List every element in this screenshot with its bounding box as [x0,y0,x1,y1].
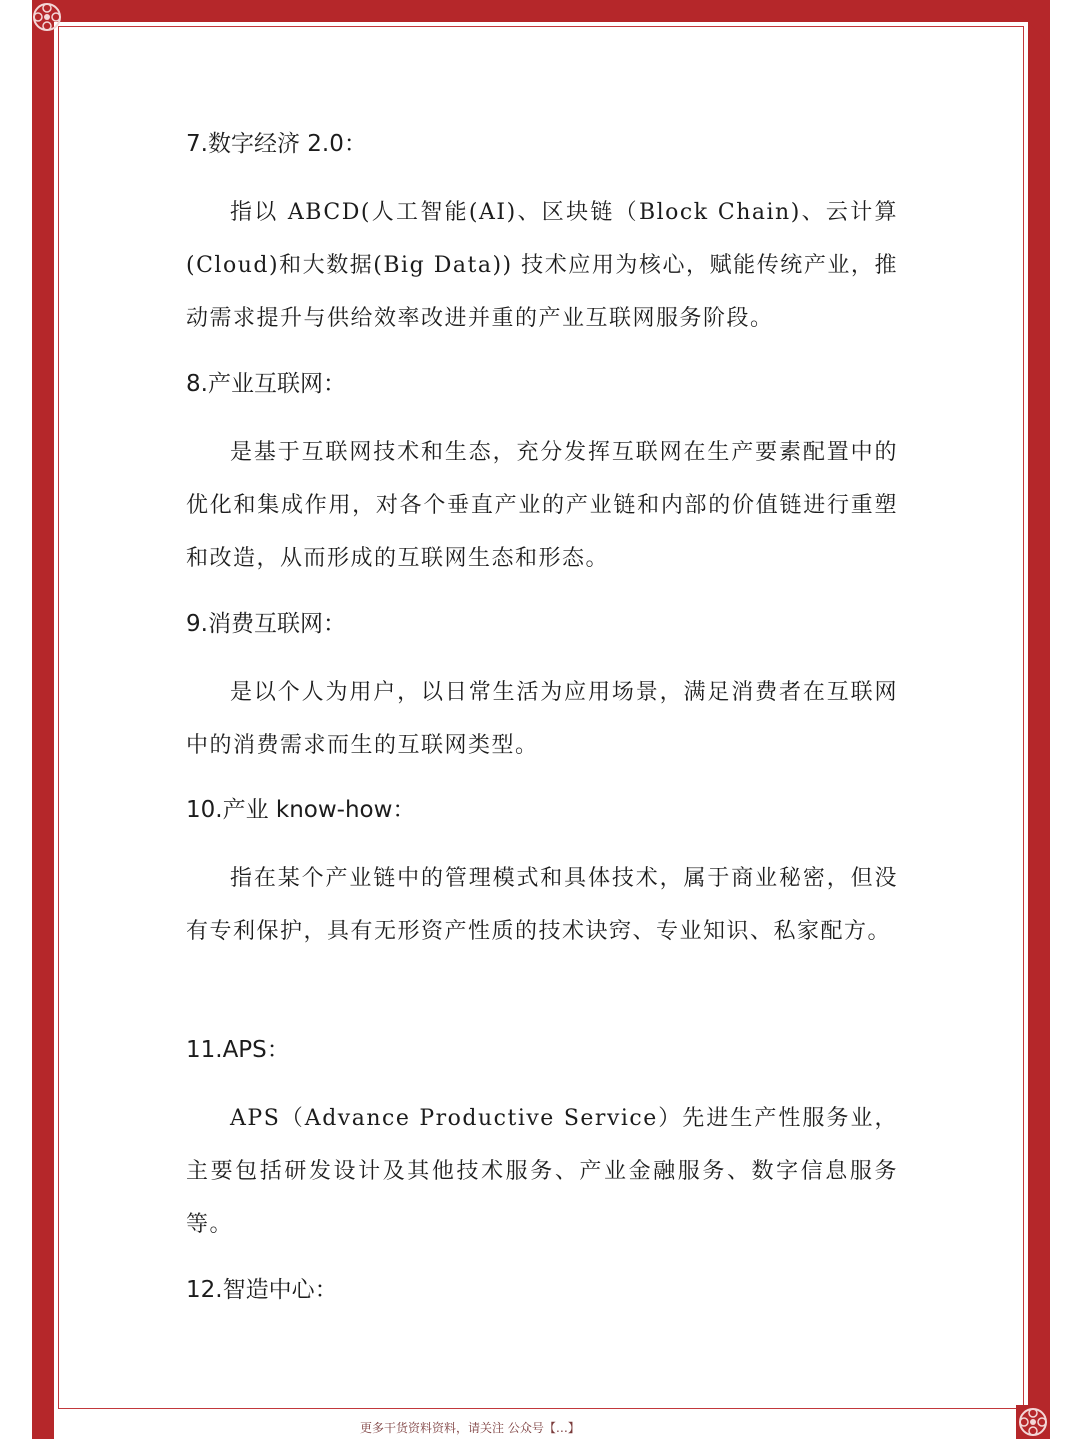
section-paragraph: APS（Advance Productive Service）先进生产性服务业，主要包括研发设计及其他技术服务、产业金融服务、数字信息服务等。 [186,1106,898,1237]
section-heading: 10.产业 know-how： [186,797,416,823]
section-heading: 7.数字经济 2.0： [186,131,367,157]
flower-ornament-icon [1016,1405,1050,1439]
section-8 [186,360,898,601]
section-paragraph: 是以个人为用户，以日常生活为应用场景，满足消费者在互联网中的消费需求而生的互联网类型。 [186,680,898,758]
section-10 [186,786,898,974]
section-heading: 11.APS： [186,1037,290,1063]
footer-text: 更多干货资料资料，请关注 公众号【…】 [360,1421,580,1435]
section-paragraph: 是基于互联网技术和生态，充分发挥互联网在生产要素配置中的优化和集成作用，对各个垂直产业的产业链和内部的价值链进行重塑和改造，从而形成的互联网生态和形态。 [186,440,898,571]
section-11 [186,1026,898,1267]
section-heading: 9.消费互联网： [186,611,346,637]
flower-ornament-icon [30,0,64,34]
section-heading: 12.智造中心： [186,1277,338,1303]
frame-corner-cut [1006,0,1050,44]
section-heading: 8.产业互联网： [186,371,346,397]
section-paragraph: 指以 ABCD(人工智能(AI)、区块链（Block Chain)、云计算(Cloud)和大数据(Big Data)) 技术应用为核心，赋能传统产业，推动需求提升与供给效率改进并重的产业互联网服务阶段。 [186,200,898,331]
section-7 [186,120,898,361]
section-9 [186,600,898,788]
section-12 [186,1266,898,1330]
footer-note [360,1415,740,1435]
section-paragraph: 指在某个产业链中的管理模式和具体技术，属于商业秘密，但没有专利保护，具有无形资产性质的技术诀窍、专业知识、私家配方。 [186,866,898,944]
